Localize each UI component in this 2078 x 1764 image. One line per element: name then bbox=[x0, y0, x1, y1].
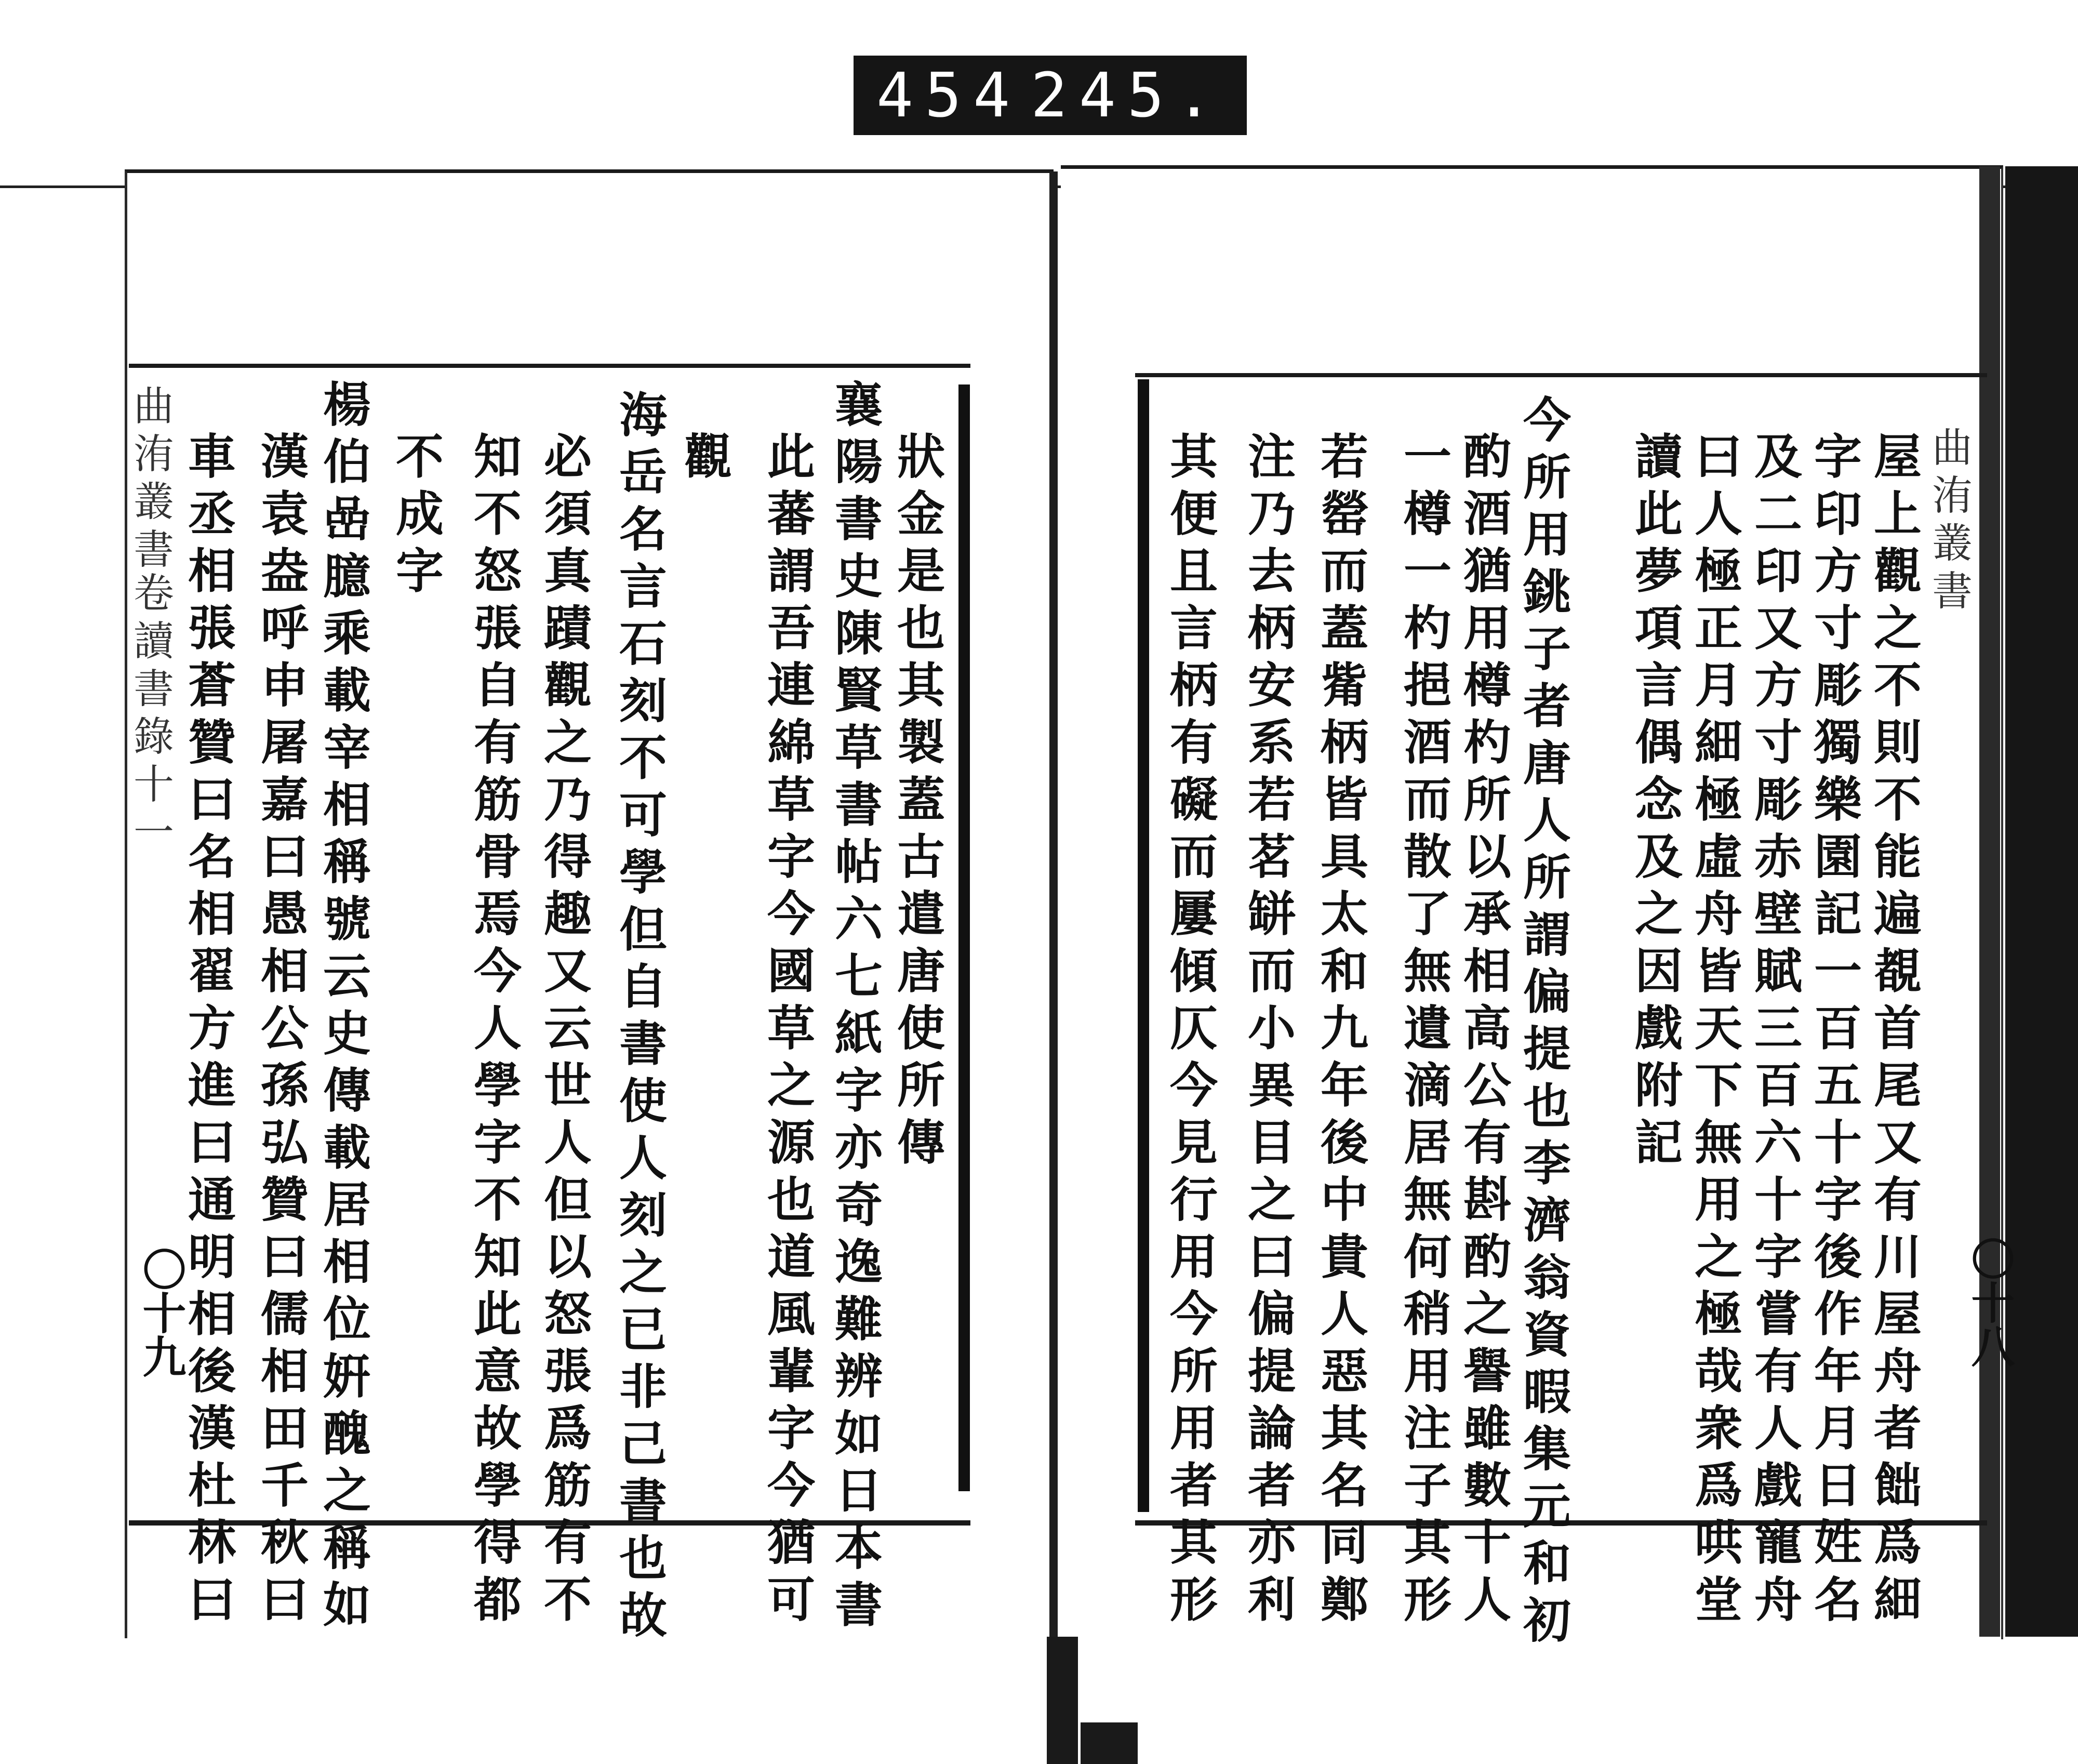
scan-label-left: 454 bbox=[876, 59, 1022, 131]
book-edge bbox=[2005, 166, 2078, 1637]
text-column: 襄陽書史陳賢草書帖六七紙字亦奇逸難辨如日本書 bbox=[827, 379, 883, 1637]
folio-number: 〇十九 bbox=[136, 1247, 187, 1378]
text-column: 曰人極正月細極虛舟皆天下無用之極哉衆爲哄堂 bbox=[1687, 431, 1743, 1632]
text-column: 狀金是也其製蓋古遣唐使所傳 bbox=[889, 431, 945, 1174]
margin-title: 曲洧叢書 bbox=[1925, 426, 1972, 617]
text-column: 注乃去柄安系若茗缾而小異目之曰偏提論者亦利 bbox=[1240, 431, 1296, 1632]
text-column: 若罃而蓋觜柄皆具太和九年後中貴人惡其名同鄭 bbox=[1313, 431, 1369, 1632]
text-column: 漢袁盎呼申屠嘉曰愚相公孫弘贊曰儒相田千秋曰 bbox=[253, 431, 309, 1632]
spine-base bbox=[1047, 1637, 1078, 1764]
book-spine bbox=[1049, 171, 1058, 1647]
text-column: 酌酒猶用樽杓所以承相高公有斟酌之譽雖數十人 bbox=[1456, 431, 1512, 1632]
right-frame-bar bbox=[1138, 379, 1149, 1512]
text-column: 字印方寸彫獨樂園記一百五十字後作年月日姓名 bbox=[1806, 431, 1862, 1632]
text-column: 不成字 bbox=[388, 431, 444, 603]
text-column: 觀 bbox=[676, 431, 732, 488]
text-column: 知不怒張自有筋骨焉今人學字不知此意故學得都 bbox=[466, 431, 522, 1632]
text-column: 其便且言柄有礙而屢傾仄今見行用今所用者其形 bbox=[1162, 431, 1218, 1632]
text-column: 一樽一杓挹酒而散了無遺滴居無何稍用注子其形 bbox=[1396, 431, 1452, 1632]
spine-base-foot bbox=[1081, 1722, 1138, 1764]
text-column: 楊伯嵒臆乘載宰相稱號云史傳載居相位姸醜之稱如 bbox=[315, 379, 371, 1637]
text-column: 讀此夢項言偶念及之因戲附記 bbox=[1627, 431, 1683, 1174]
text-column: 此蕃謂吾連綿草字今國草之源也道風輩字今猶可 bbox=[760, 431, 816, 1632]
left-frame-bar bbox=[958, 384, 970, 1491]
scan-label bbox=[854, 56, 1247, 135]
text-column: 今所用銚子者唐人所謂偏提也李濟翁資暇集元和初 bbox=[1515, 395, 1571, 1652]
folio-number: 〇十八 bbox=[1964, 1237, 2016, 1368]
text-column: 必須真蹟觀之乃得趣又云世人但以怒張爲筋有不 bbox=[536, 431, 592, 1632]
text-column: 海岳名言石刻不可學但自書使人刻之已非己書也故 bbox=[611, 390, 668, 1647]
text-column: 及二印又方寸彫赤壁賦三百六十字嘗有人戲寵舟 bbox=[1747, 431, 1803, 1632]
text-column: 車丞相張蒼贊曰名相翟方進曰通明相後漢杜林曰 bbox=[180, 431, 236, 1632]
scan-label-right: 245. bbox=[1030, 59, 1224, 131]
text-column: 屋上觀之不則不能遍覩首尾又有川屋舟者飿爲細 bbox=[1866, 431, 1922, 1632]
margin-title: 曲洧叢書 bbox=[127, 384, 174, 576]
margin-section: 卷讀書錄十一 bbox=[127, 572, 174, 858]
